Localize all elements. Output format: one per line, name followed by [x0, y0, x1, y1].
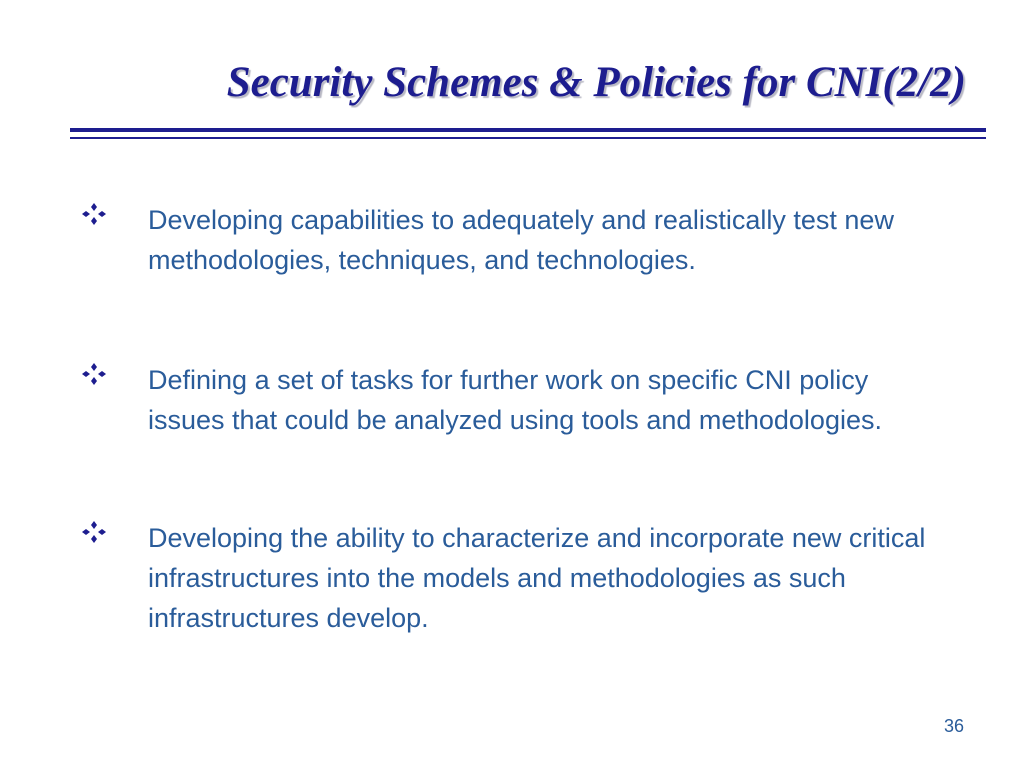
bullet-text: Defining a set of tasks for further work on specific CNI policy issues that could be analyzed using tools and methodologies.	[148, 365, 882, 435]
title-underline-thin	[70, 137, 986, 139]
page-number: 36	[943, 716, 964, 736]
four-diamond-bullet-icon	[80, 362, 108, 386]
four-diamond-bullet-icon	[80, 520, 108, 544]
title-underline-thick	[70, 128, 986, 132]
bullet-text: Developing capabilities to adequately and realistically test new methodologies, techniques, and technologies.	[148, 205, 894, 275]
bullet-text: Developing the ability to characterize and incorporate new critical infrastructures into the models and methodologies as such infrastructures develop.	[148, 523, 926, 633]
slide-title: Security Schemes & Policies for CNI(2/2)	[226, 59, 966, 106]
four-diamond-bullet-icon	[80, 202, 108, 226]
